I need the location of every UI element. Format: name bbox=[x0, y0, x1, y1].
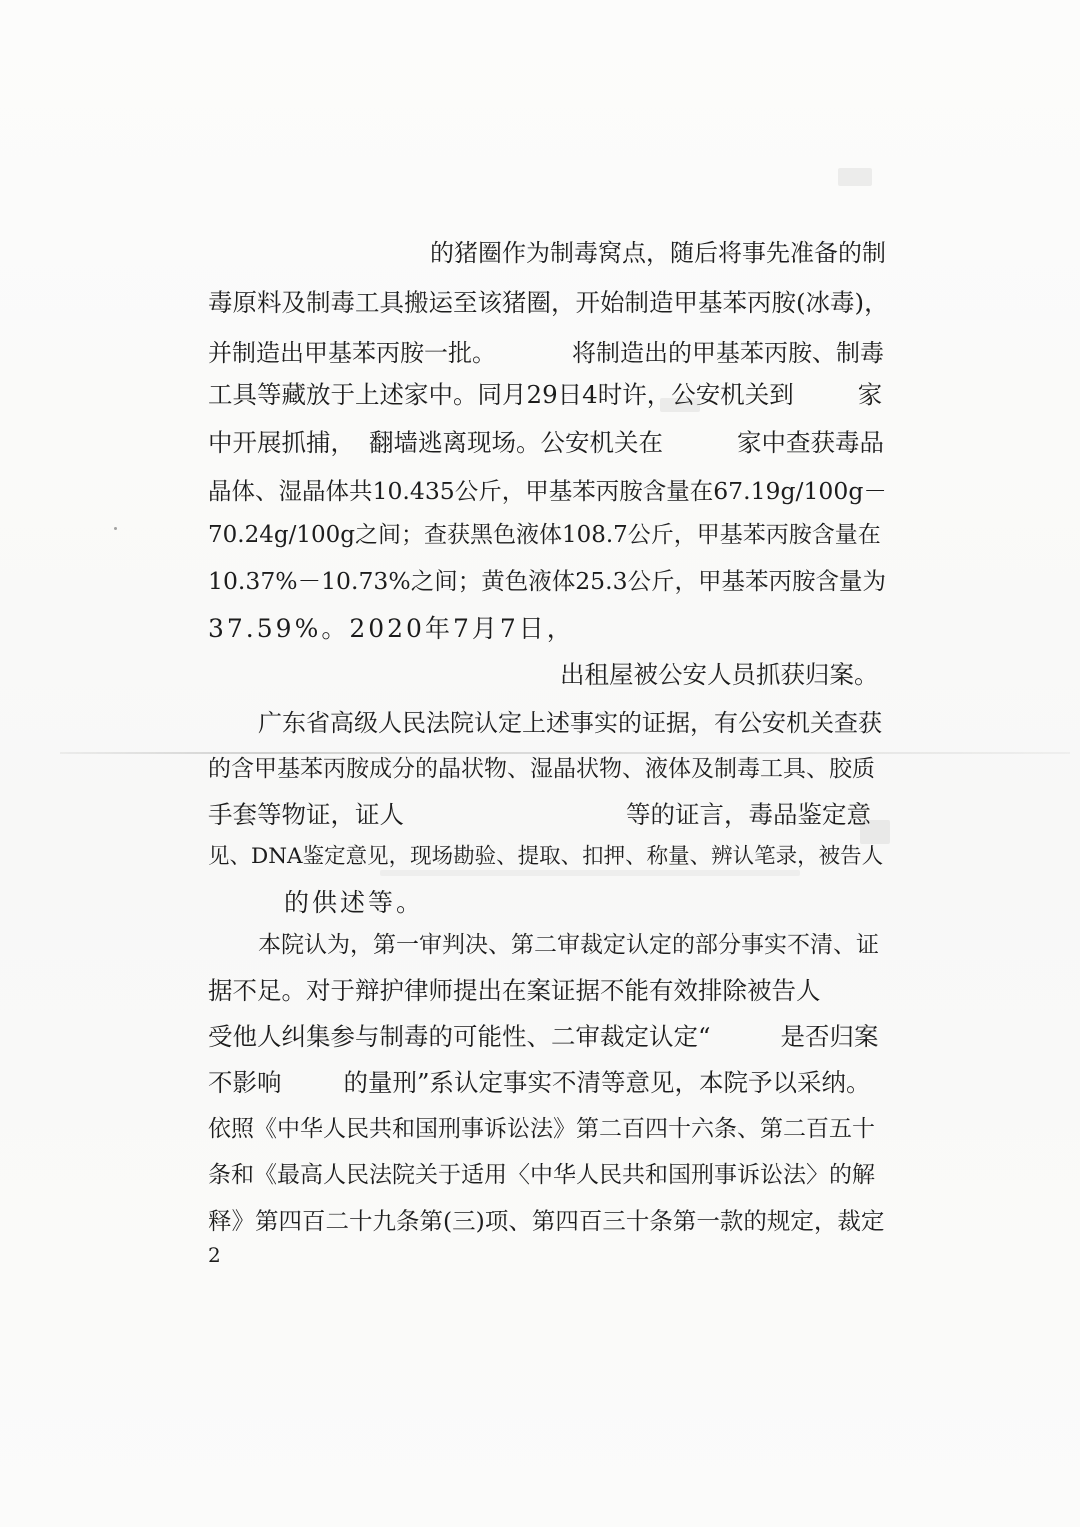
text-line: 释》第四百二十九条第(三)项、第四百三十条第一款的规定，裁定 bbox=[208, 1207, 885, 1235]
text-line: 受他人纠集参与制毒的可能性、二审裁定认定“ 是否归案 bbox=[208, 1022, 879, 1051]
text-line: 见、DNA鉴定意见，现场勘验、提取、扣押、称量、辨认笔录，被告人 bbox=[208, 844, 884, 869]
text-line: 工具等藏放于上述家中。同月29日4时许，公安机关到 家 bbox=[208, 380, 883, 409]
text-line: 晶体、湿晶体共10.435公斤，甲基苯丙胺含量在67.19g/100g－ bbox=[208, 477, 887, 505]
text-line: 的供述等。 bbox=[284, 888, 425, 917]
text-line: 不影响 的量刑”系认定事实不清等意见，本院予以采纳。 bbox=[208, 1068, 871, 1097]
text-line: 本院认为，第一审判决、第二审裁定认定的部分事实不清、证 bbox=[258, 932, 879, 958]
text-line: 的含甲基苯丙胺成分的晶状物、湿晶状物、液体及制毒工具、胶质 bbox=[208, 756, 875, 782]
text-line: 毒原料及制毒工具搬运至该猪圈，开始制造甲基苯丙胺(冰毒)， bbox=[208, 288, 889, 317]
text-line: 广东省高级人民法院认定上述事实的证据，有公安机关查获 bbox=[258, 709, 882, 737]
text-line: 出租屋被公安人员抓获归案。 bbox=[560, 660, 879, 689]
text-line: 70.24g/100g之间；查获黑色液体108.7公斤，甲基苯丙胺含量在 bbox=[208, 522, 881, 548]
text-line: 手套等物证，证人 等的证言，毒品鉴定意 bbox=[208, 800, 871, 829]
text-line: 的猪圈作为制毒窝点，随后将事先准备的制 bbox=[430, 239, 886, 267]
text-line: 据不足。对于辩护律师提出在案证据不能有效排除被告人 bbox=[208, 976, 821, 1005]
text-line: 条和《最高人民法院关于适用〈中华人民共和国刑事诉讼法〉的解 bbox=[208, 1162, 875, 1188]
page-number: 2 bbox=[208, 1243, 221, 1267]
text-line: 依照《中华人民共和国刑事诉讼法》第二百四十六条、第二百五十 bbox=[208, 1116, 875, 1142]
text-line: 10.37%－10.73%之间；黄色液体25.3公斤，甲基苯丙胺含量为 bbox=[208, 567, 887, 595]
text-line: 并制造出甲基苯丙胺一批。 将制造出的甲基苯丙胺、制毒 bbox=[208, 339, 884, 367]
text-line: 37.59%。2020年7月7日， bbox=[208, 614, 575, 643]
text-line: 中开展抓捕， 翻墙逃离现场。公安机关在 家中查获毒品 bbox=[208, 428, 884, 457]
